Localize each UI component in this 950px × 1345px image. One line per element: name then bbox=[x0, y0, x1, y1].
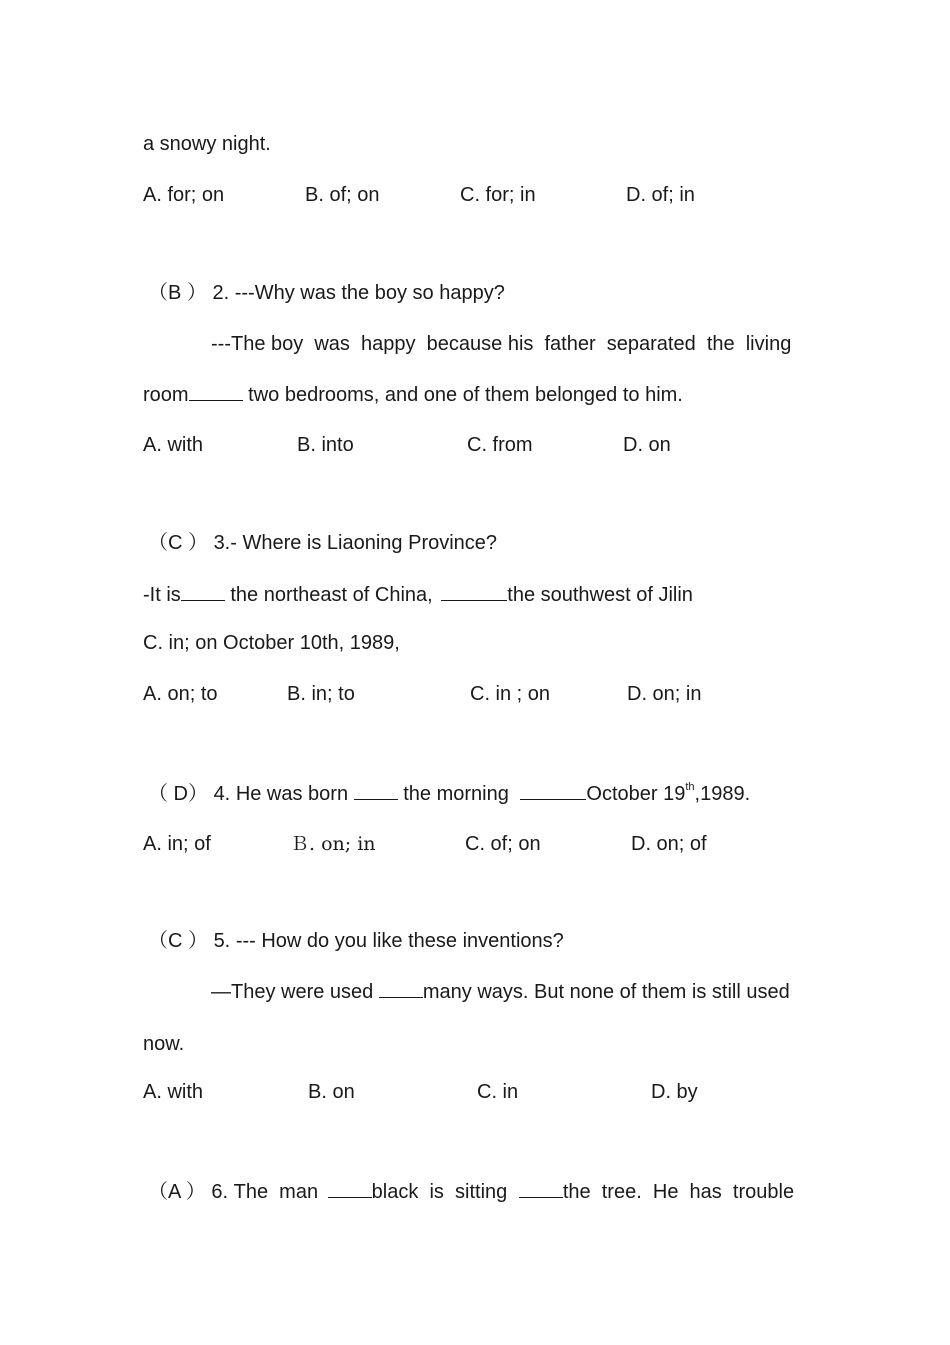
q6-text-c: the tree. He has trouble bbox=[562, 1181, 795, 1203]
q3-number: 3. bbox=[213, 532, 231, 554]
q4-superscript: th bbox=[685, 781, 695, 793]
q2-stem bbox=[148, 281, 505, 305]
q5-line-3: now. bbox=[143, 1033, 185, 1055]
q2-option-d: D. on bbox=[623, 434, 671, 456]
q5-line-2 bbox=[211, 979, 790, 1004]
q4-number: 4. bbox=[213, 783, 231, 805]
q1-option-d: D. of; in bbox=[626, 184, 695, 206]
q2-option-b: B. into bbox=[297, 434, 354, 456]
q2-line-3 bbox=[143, 382, 683, 407]
q5-number: 5. bbox=[213, 930, 231, 952]
q1-option-c: C. for; in bbox=[460, 184, 536, 206]
q1-option-b: B. of; on bbox=[305, 184, 380, 206]
q2-line-2: ---The boy was happy because his father separated the living bbox=[211, 333, 792, 355]
q2-option-a: A. with bbox=[143, 434, 204, 456]
q6-answer: （A ） bbox=[148, 1181, 206, 1203]
q5-blank bbox=[379, 979, 423, 998]
q3-option-b: B. in; to bbox=[287, 683, 355, 705]
q5-stem bbox=[148, 929, 564, 953]
q3-option-d: D. on; in bbox=[627, 683, 702, 705]
q3-option-c: C. in ; on bbox=[470, 683, 551, 705]
q6-blank-1 bbox=[328, 1179, 372, 1198]
q4-stem bbox=[148, 781, 750, 806]
q4-text-a: He was born bbox=[235, 783, 349, 805]
q6-number: 6. bbox=[211, 1181, 229, 1203]
q5-line-2a: —They were used bbox=[211, 981, 374, 1003]
q3-line-2c: the southwest of Jilin bbox=[507, 584, 693, 606]
q3-line-2 bbox=[143, 582, 693, 607]
q2-blank bbox=[189, 382, 243, 401]
q6-text-a: The man bbox=[233, 1181, 319, 1203]
q4-blank-1 bbox=[354, 781, 398, 800]
q5-question: --- How do you like these inventions? bbox=[235, 930, 564, 952]
q5-answer: （C ） bbox=[148, 930, 208, 952]
q1-option-a: A. for; on bbox=[143, 184, 225, 206]
q4-text-d: ,1989. bbox=[694, 783, 751, 805]
q4-option-c: C. of; on bbox=[465, 833, 541, 855]
q3-line-3: C. in; on October 10th, 1989, bbox=[143, 632, 400, 654]
q3-blank-2 bbox=[441, 582, 507, 601]
q3-line-2b: the northeast of China, bbox=[230, 584, 433, 606]
q3-answer: （C ） bbox=[148, 532, 208, 554]
q5-option-a: A. with bbox=[143, 1081, 204, 1103]
q2-question: ---Why was the boy so happy? bbox=[234, 282, 505, 304]
q3-blank-1 bbox=[181, 582, 225, 601]
q1-continuation: a snowy night. bbox=[143, 133, 271, 155]
q4-answer: （ D） bbox=[148, 783, 208, 805]
q4-blank-2 bbox=[520, 781, 586, 800]
q4-option-d: D. on; of bbox=[631, 833, 707, 855]
q6-stem bbox=[148, 1179, 794, 1204]
q4-option-a: A. in; of bbox=[143, 833, 211, 855]
q2-line-3b: two bedrooms, and one of them belonged to him. bbox=[248, 384, 683, 406]
q3-question: - Where is Liaoning Province? bbox=[230, 532, 498, 554]
q2-line-3a: room bbox=[143, 384, 189, 406]
q2-number: 2. bbox=[212, 282, 230, 304]
q3-stem bbox=[148, 531, 497, 555]
q2-option-c: C. from bbox=[467, 434, 533, 456]
q3-option-a: A. on; to bbox=[143, 683, 218, 705]
q4-option-b: Ｂ. on; in bbox=[290, 833, 376, 855]
q4-text-c: October 19 bbox=[586, 783, 686, 805]
q2-answer: （B ） bbox=[148, 282, 207, 304]
q6-text-b: black is sitting bbox=[371, 1181, 508, 1203]
q5-option-c: C. in bbox=[477, 1081, 519, 1103]
q4-text-b: the morning bbox=[403, 783, 509, 805]
q3-line-2a: -It is bbox=[143, 584, 181, 606]
q5-line-2b: many ways. But none of them is still used bbox=[422, 981, 790, 1003]
q6-blank-2 bbox=[519, 1179, 563, 1198]
q5-option-b: B. on bbox=[308, 1081, 355, 1103]
q5-option-d: D. by bbox=[651, 1081, 698, 1103]
